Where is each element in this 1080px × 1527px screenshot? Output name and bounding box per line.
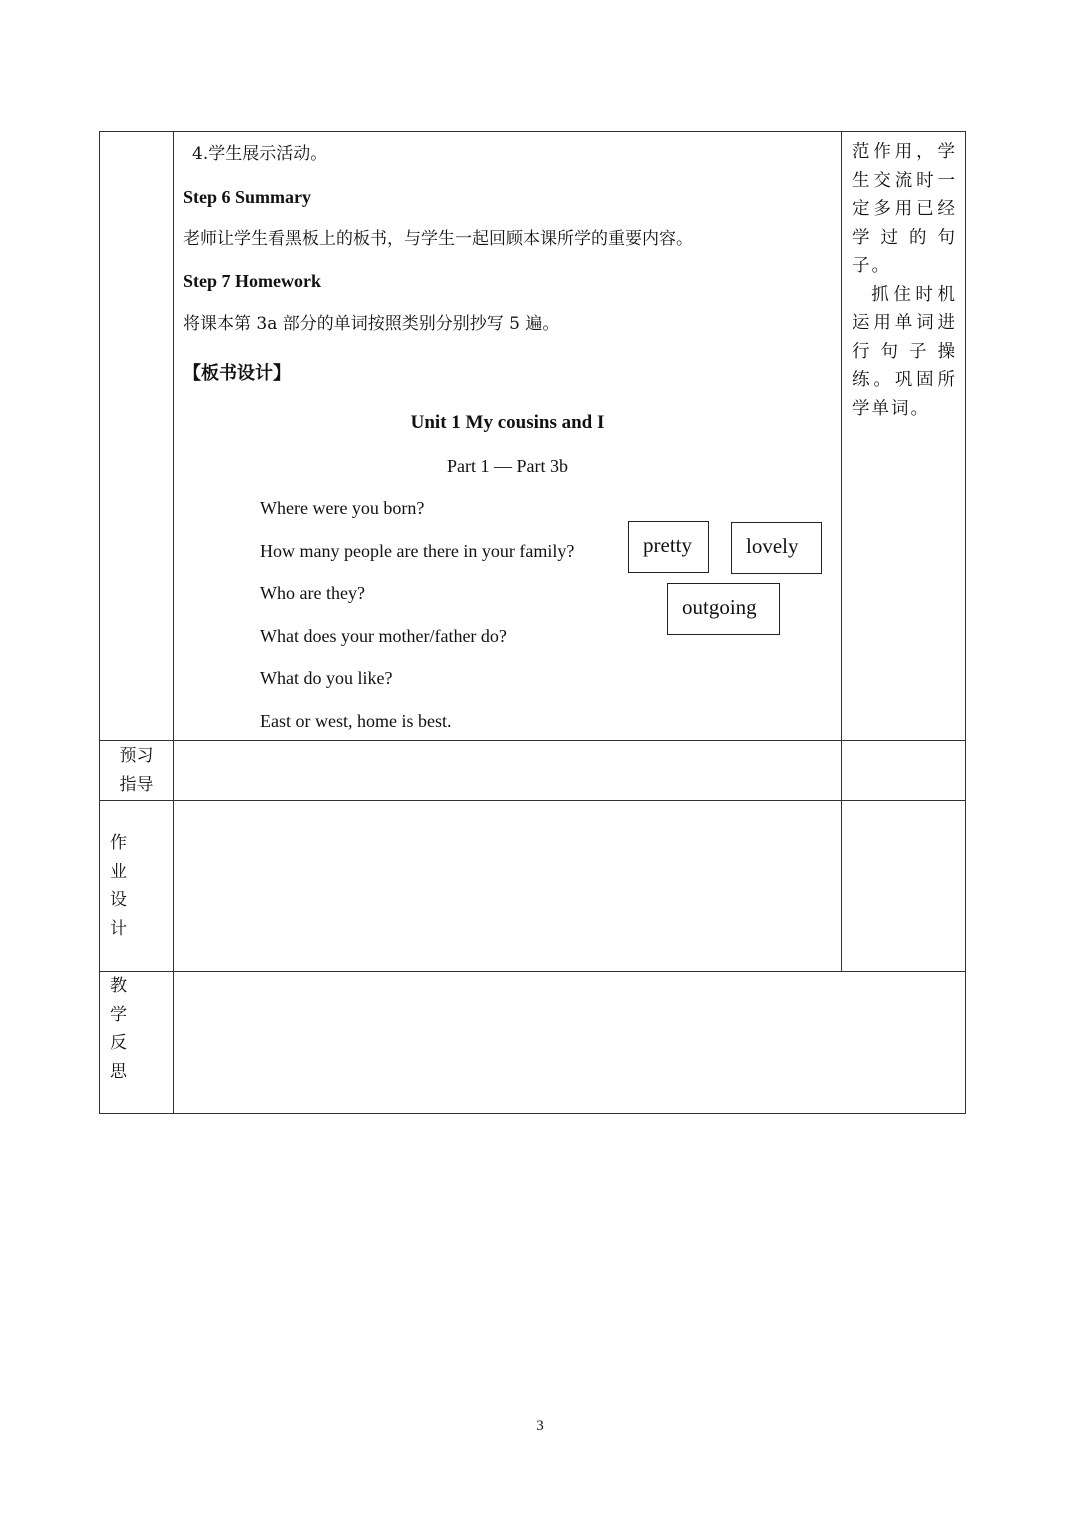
step7-text: 将课本第 3a 部分的单词按照类别分别抄写 5 遍。	[183, 314, 560, 334]
homework-row	[100, 801, 966, 972]
reflection-label-char: 教	[110, 976, 127, 996]
homework-content-cell	[174, 801, 842, 972]
preview-label: 预习	[119, 746, 154, 766]
step7-title: Step 7 Homework	[183, 271, 321, 291]
homework-label-char: 作	[110, 833, 127, 853]
preview-note-cell	[842, 741, 966, 801]
word-box-outgoing: outgoing	[667, 583, 780, 635]
step6-text: 老师让学生看黑板上的板书，与学生一起回顾本课所学的重要内容。	[183, 229, 693, 249]
row-label-empty	[100, 132, 174, 741]
reflection-label-char: 反	[110, 1033, 127, 1053]
homework-note-cell	[842, 801, 966, 972]
side-notes-cell	[842, 132, 966, 741]
step6-title: Step 6 Summary	[183, 187, 312, 207]
preview-label-cell	[100, 741, 174, 801]
board-question: What do you like?	[260, 668, 393, 688]
board-title: Unit 1 My cousins and I	[410, 412, 605, 433]
reflection-content-cell	[174, 972, 966, 1114]
page-number: 3	[536, 1418, 544, 1434]
homework-label-char: 计	[110, 918, 127, 939]
board-question: Where were you born?	[260, 498, 425, 518]
reflection-row	[100, 972, 966, 1114]
activity-line: 4.学生展示活动。	[192, 144, 328, 164]
preview-row	[100, 741, 966, 801]
board-subtitle: Part 1 — Part 3b	[447, 456, 568, 476]
board-question: Who are they?	[260, 583, 365, 603]
board-question: How many people are there in your family?	[260, 541, 575, 561]
reflection-label-char: 思	[110, 1061, 127, 1082]
lesson-plan-table	[99, 131, 966, 1114]
reflection-label-cell	[100, 972, 174, 1114]
side-note-text: 抓住时机运用单词进行句子操练。巩固所学单词。	[852, 284, 957, 419]
homework-label-cell	[100, 801, 174, 972]
side-note-text: 范作用，学生交流时一定多用已经学过的句子。	[852, 142, 957, 276]
word-box-pretty: pretty	[628, 521, 709, 573]
teaching-process-row	[100, 132, 966, 741]
preview-label: 指导	[119, 774, 154, 795]
board-design-heading: 【板书设计】	[183, 363, 291, 384]
preview-content-cell	[174, 741, 842, 801]
reflection-label-char: 学	[110, 1004, 127, 1025]
word-box-lovely: lovely	[731, 522, 822, 574]
homework-label-char: 设	[110, 890, 127, 910]
teaching-content-cell	[174, 132, 842, 741]
board-question: East or west, home is best.	[260, 711, 452, 731]
board-question: What does your mother/father do?	[260, 626, 507, 646]
homework-label-char: 业	[110, 861, 127, 882]
